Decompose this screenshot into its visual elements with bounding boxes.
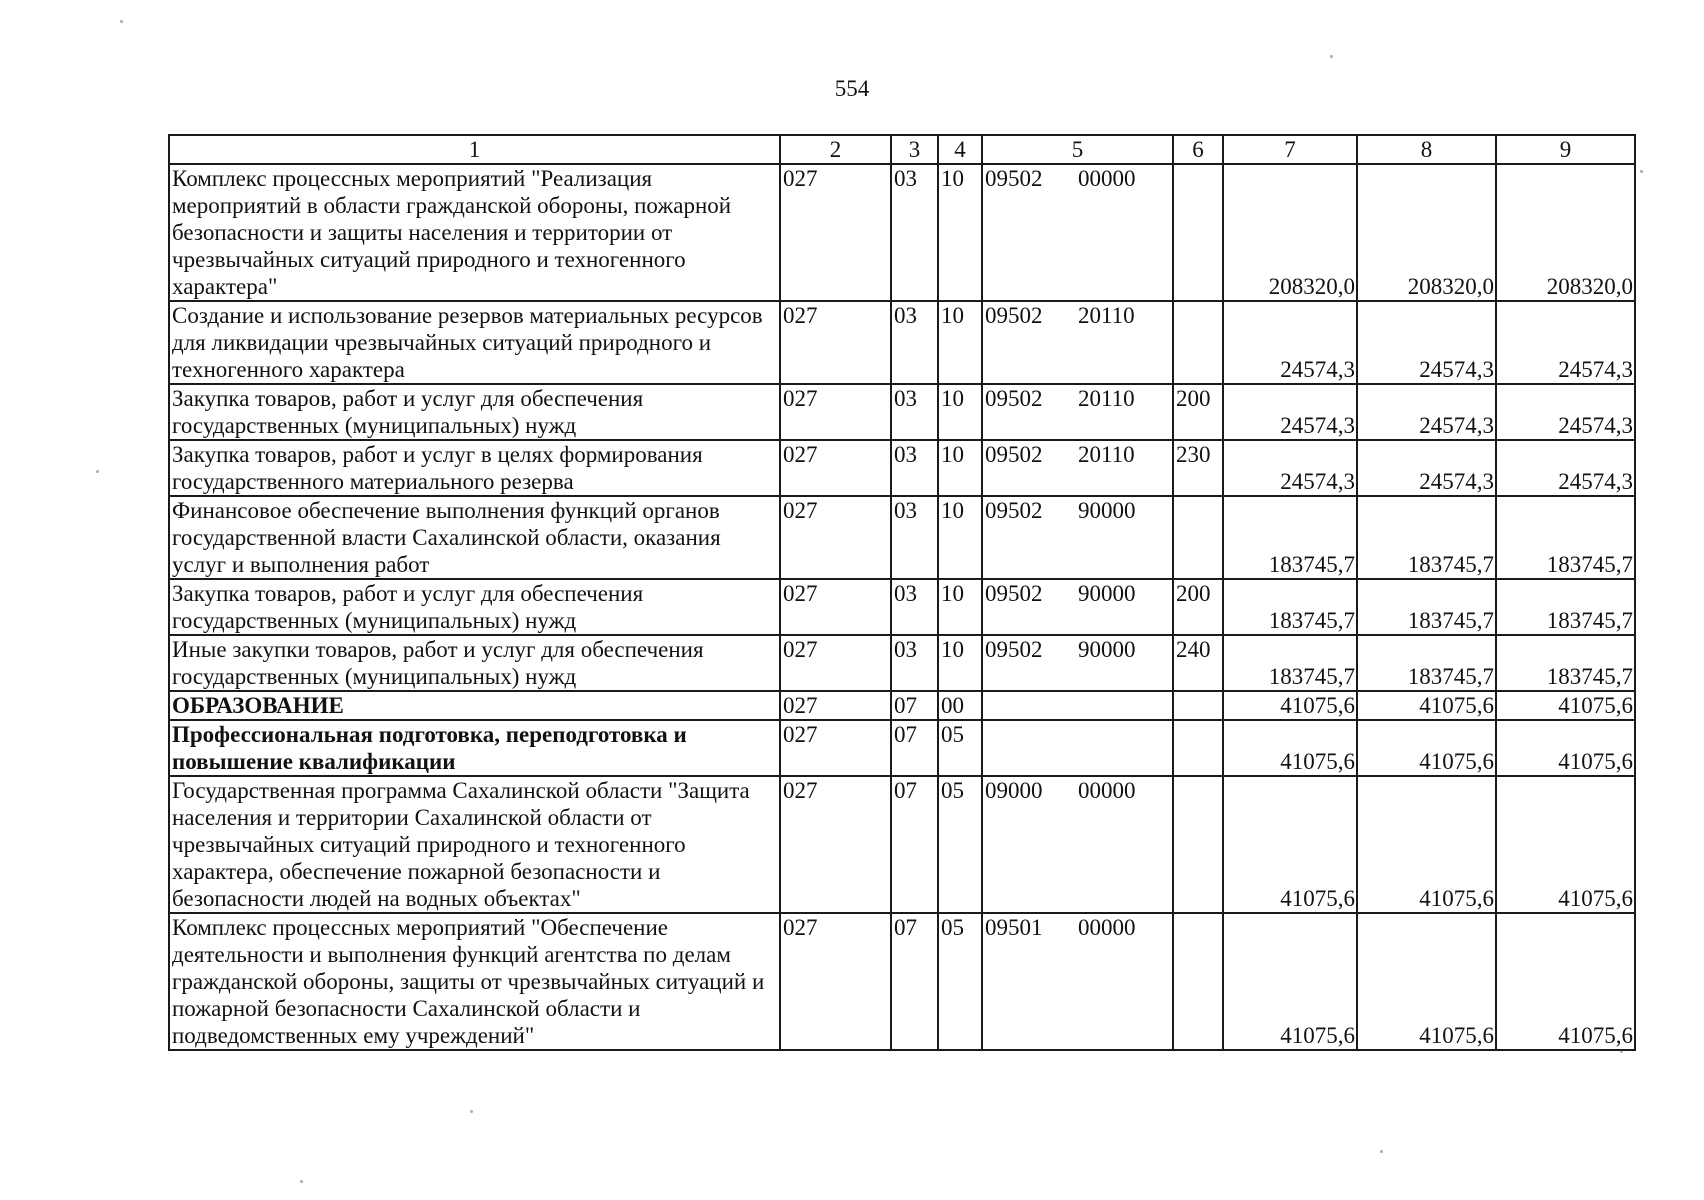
row-name-cell: Закупка товаров, работ и услуг для обеспечения государственных (муниципальных) нужд (169, 579, 780, 635)
program-code-part-b: 00000 (1078, 915, 1136, 940)
table-row (169, 913, 1635, 1050)
amount-col8-cell: 208320,0 (1357, 164, 1496, 301)
subsection-code-cell: 10 (938, 579, 982, 635)
column-header: 4 (938, 135, 982, 164)
table-row (169, 496, 1635, 579)
section-code-cell: 07 (891, 913, 938, 1050)
subsection-code-cell: 10 (938, 164, 982, 301)
scan-speck (1380, 1150, 1383, 1153)
page-number: 554 (834, 76, 870, 101)
row-name-cell: Государственная программа Сахалинской области "Защита населения и территории Сахалинской области от чрезвычайных ситуаций природного и техногенного характера, обеспечение пожарной безопасности и безопасности людей на водных объектах" (169, 776, 780, 913)
amount-col8-cell: 24574,3 (1357, 301, 1496, 384)
program-code-part-a: 09501 (985, 915, 1043, 940)
program-code-cell (982, 720, 1173, 776)
amount-col9-cell: 183745,7 (1496, 579, 1635, 635)
ministry-code-cell: 027 (780, 301, 891, 384)
subsection-code-cell: 10 (938, 301, 982, 384)
expense-type-cell (1173, 720, 1223, 776)
amount-col7-cell: 208320,0 (1223, 164, 1357, 301)
table-row (169, 691, 1635, 720)
row-name-cell: Профессиональная подготовка, переподготовка и повышение квалификации (169, 720, 780, 776)
table-row (169, 440, 1635, 496)
expense-type-cell: 230 (1173, 440, 1223, 496)
section-code-cell: 03 (891, 384, 938, 440)
amount-col8-cell: 183745,7 (1357, 635, 1496, 691)
program-code-part-a: 09502 (985, 581, 1043, 606)
expense-type-cell (1173, 496, 1223, 579)
expense-type-cell: 200 (1173, 384, 1223, 440)
scan-speck (300, 1180, 303, 1183)
program-code-part-a: 09502 (985, 303, 1043, 328)
amount-col9-cell: 41075,6 (1496, 913, 1635, 1050)
expense-type-cell (1173, 301, 1223, 384)
program-code-cell (982, 301, 1173, 384)
table-row (169, 164, 1635, 301)
row-name-cell: Финансовое обеспечение выполнения функций органов государственной власти Сахалинской области, оказания услуг и выполнения работ (169, 496, 780, 579)
program-code-cell (982, 913, 1173, 1050)
scan-speck (1330, 55, 1333, 58)
amount-col9-cell: 183745,7 (1496, 635, 1635, 691)
amount-col9-cell: 24574,3 (1496, 384, 1635, 440)
ministry-code-cell: 027 (780, 776, 891, 913)
table-header-row (169, 135, 1635, 164)
amount-col8-cell: 24574,3 (1357, 440, 1496, 496)
table-row (169, 720, 1635, 776)
amount-col7-cell: 41075,6 (1223, 913, 1357, 1050)
expense-type-cell (1173, 691, 1223, 720)
program-code-cell (982, 776, 1173, 913)
section-code-cell: 03 (891, 496, 938, 579)
amount-col9-cell: 24574,3 (1496, 440, 1635, 496)
column-header: 1 (169, 135, 780, 164)
amount-col7-cell: 24574,3 (1223, 440, 1357, 496)
amount-col7-cell: 183745,7 (1223, 496, 1357, 579)
program-code-part-b: 90000 (1078, 581, 1136, 606)
column-header: 9 (1496, 135, 1635, 164)
amount-col8-cell: 41075,6 (1357, 691, 1496, 720)
ministry-code-cell: 027 (780, 635, 891, 691)
scan-speck (470, 1110, 473, 1113)
subsection-code-cell: 05 (938, 776, 982, 913)
expense-type-cell: 240 (1173, 635, 1223, 691)
section-code-cell: 03 (891, 440, 938, 496)
row-name-cell: Закупка товаров, работ и услуг в целях формирования государственного материального резерва (169, 440, 780, 496)
row-name-cell: Комплекс процессных мероприятий "Обеспечение деятельности и выполнения функций агентства по делам гражданской обороны, защиты от чрезвычайных ситуаций и пожарной безопасности Сахалинской области и подведомственных ему учреждений" (169, 913, 780, 1050)
expense-type-cell (1173, 913, 1223, 1050)
program-code-cell (982, 579, 1173, 635)
budget-table (168, 134, 1636, 1051)
program-code-part-b: 20110 (1078, 303, 1135, 328)
column-header: 6 (1173, 135, 1223, 164)
amount-col7-cell: 183745,7 (1223, 635, 1357, 691)
program-code-cell (982, 635, 1173, 691)
amount-col9-cell: 183745,7 (1496, 496, 1635, 579)
subsection-code-cell: 10 (938, 635, 982, 691)
amount-col9-cell: 24574,3 (1496, 301, 1635, 384)
row-name-cell: Комплекс процессных мероприятий "Реализация мероприятий в области гражданской обороны, пожарной безопасности и защиты населения и территории от чрезвычайных ситуаций природного и техногенного характера" (169, 164, 780, 301)
program-code-part-b: 00000 (1078, 778, 1136, 803)
subsection-code-cell: 00 (938, 691, 982, 720)
scan-speck (1620, 1050, 1623, 1053)
program-code-part-b: 00000 (1078, 166, 1136, 191)
column-header: 5 (982, 135, 1173, 164)
program-code-part-a: 09502 (985, 386, 1043, 411)
program-code-cell (982, 164, 1173, 301)
program-code-part-a: 09000 (985, 778, 1043, 803)
program-code-part-b: 90000 (1078, 498, 1136, 523)
section-code-cell: 07 (891, 776, 938, 913)
amount-col8-cell: 24574,3 (1357, 384, 1496, 440)
program-code-part-a: 09502 (985, 166, 1043, 191)
ministry-code-cell: 027 (780, 164, 891, 301)
amount-col7-cell: 41075,6 (1223, 720, 1357, 776)
program-code-part-a: 09502 (985, 442, 1043, 467)
program-code-cell (982, 384, 1173, 440)
row-name-cell: Иные закупки товаров, работ и услуг для обеспечения государственных (муниципальных) нужд (169, 635, 780, 691)
expense-type-cell (1173, 164, 1223, 301)
amount-col7-cell: 41075,6 (1223, 776, 1357, 913)
program-code-part-b: 20110 (1078, 442, 1135, 467)
amount-col7-cell: 41075,6 (1223, 691, 1357, 720)
program-code-part-b: 20110 (1078, 386, 1135, 411)
table-row (169, 776, 1635, 913)
ministry-code-cell: 027 (780, 496, 891, 579)
table-row (169, 579, 1635, 635)
program-code-cell (982, 440, 1173, 496)
amount-col9-cell: 41075,6 (1496, 720, 1635, 776)
subsection-code-cell: 05 (938, 720, 982, 776)
ministry-code-cell: 027 (780, 720, 891, 776)
amount-col9-cell: 41075,6 (1496, 691, 1635, 720)
amount-col7-cell: 183745,7 (1223, 579, 1357, 635)
expense-type-cell (1173, 776, 1223, 913)
row-name-cell: Создание и использование резервов материальных ресурсов для ликвидации чрезвычайных ситуаций природного и техногенного характера (169, 301, 780, 384)
ministry-code-cell: 027 (780, 384, 891, 440)
amount-col9-cell: 208320,0 (1496, 164, 1635, 301)
amount-col8-cell: 41075,6 (1357, 720, 1496, 776)
amount-col7-cell: 24574,3 (1223, 301, 1357, 384)
amount-col8-cell: 183745,7 (1357, 579, 1496, 635)
section-code-cell: 03 (891, 164, 938, 301)
amount-col8-cell: 41075,6 (1357, 913, 1496, 1050)
section-code-cell: 07 (891, 720, 938, 776)
subsection-code-cell: 10 (938, 440, 982, 496)
subsection-code-cell: 10 (938, 496, 982, 579)
scan-speck (120, 20, 123, 23)
program-code-cell (982, 496, 1173, 579)
section-code-cell: 03 (891, 301, 938, 384)
row-name-cell: ОБРАЗОВАНИЕ (169, 691, 780, 720)
column-header: 7 (1223, 135, 1357, 164)
amount-col8-cell: 41075,6 (1357, 776, 1496, 913)
column-header: 8 (1357, 135, 1496, 164)
ministry-code-cell: 027 (780, 913, 891, 1050)
subsection-code-cell: 10 (938, 384, 982, 440)
ministry-code-cell: 027 (780, 579, 891, 635)
section-code-cell: 07 (891, 691, 938, 720)
section-code-cell: 03 (891, 635, 938, 691)
amount-col7-cell: 24574,3 (1223, 384, 1357, 440)
table-row (169, 301, 1635, 384)
section-code-cell: 03 (891, 579, 938, 635)
ministry-code-cell: 027 (780, 440, 891, 496)
program-code-part-b: 90000 (1078, 637, 1136, 662)
subsection-code-cell: 05 (938, 913, 982, 1050)
program-code-part-a: 09502 (985, 637, 1043, 662)
program-code-part-a: 09502 (985, 498, 1043, 523)
expense-type-cell: 200 (1173, 579, 1223, 635)
table-row (169, 635, 1635, 691)
scan-speck (96, 470, 99, 473)
table-row (169, 384, 1635, 440)
ministry-code-cell: 027 (780, 691, 891, 720)
amount-col8-cell: 183745,7 (1357, 496, 1496, 579)
row-name-cell: Закупка товаров, работ и услуг для обеспечения государственных (муниципальных) нужд (169, 384, 780, 440)
column-header: 2 (780, 135, 891, 164)
column-header: 3 (891, 135, 938, 164)
scan-speck (1640, 170, 1643, 173)
amount-col9-cell: 41075,6 (1496, 776, 1635, 913)
program-code-cell (982, 691, 1173, 720)
